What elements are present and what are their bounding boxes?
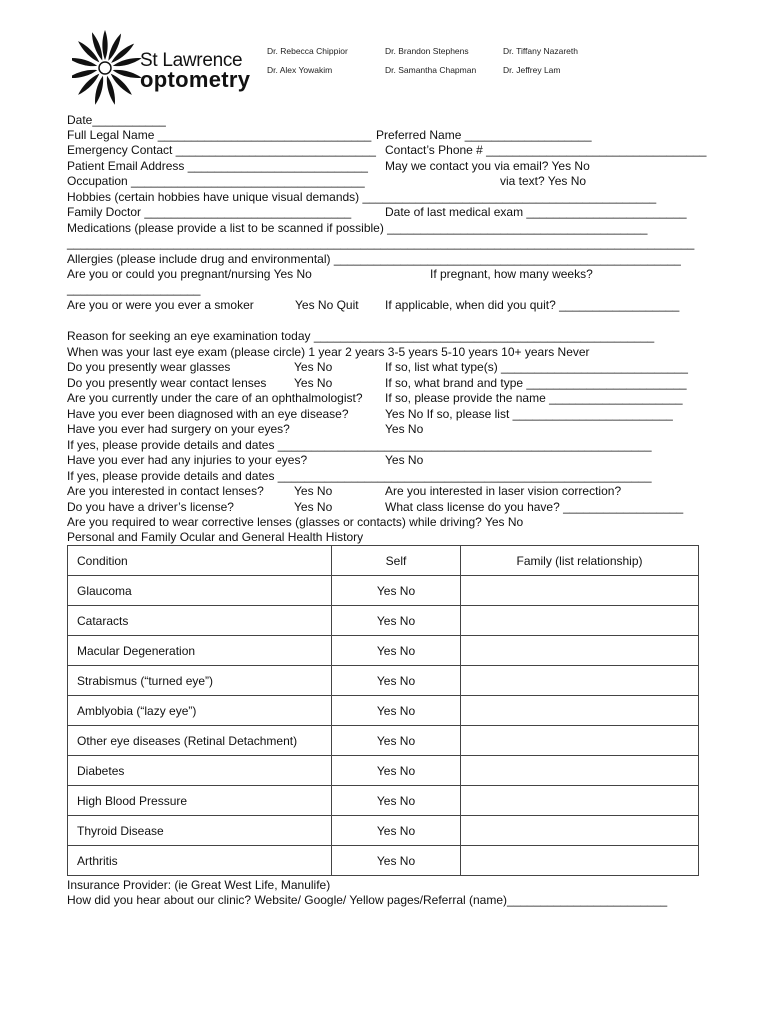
table-header-row	[68, 546, 699, 576]
surgery-details-field[interactable]: If yes, please provide details and dates ________________________________________________________	[67, 438, 652, 452]
glasses-yes-no[interactable]: Yes No	[294, 360, 333, 374]
interested-contacts-yes-no[interactable]: Yes No	[294, 484, 333, 498]
family-cell[interactable]	[461, 786, 699, 816]
family-cell[interactable]	[461, 846, 699, 876]
last-medical-exam-field[interactable]: Date of last medical exam ________________________	[385, 205, 687, 219]
corrective-driving-question[interactable]: Are you required to wear corrective lenses (glasses or contacts) while driving? Yes No	[67, 515, 524, 529]
family-cell[interactable]	[461, 606, 699, 636]
doctor-name: Dr. Alex Yowakim	[267, 65, 333, 75]
doctor-name: Dr. Rebecca Chippior	[267, 46, 348, 56]
self-yes-no[interactable]: Yes No	[332, 636, 461, 666]
self-yes-no[interactable]: Yes No	[332, 576, 461, 606]
last-exam-question[interactable]: When was your last eye exam (please circle) 1 year 2 years 3-5 years 5-10 years 10+ years Never	[67, 345, 590, 359]
license-class-field[interactable]: What class license do you have? __________________	[385, 500, 684, 514]
ophthalmologist-name-field[interactable]: If so, please provide the name ____________________	[385, 391, 683, 405]
medications-line-2[interactable]: ______________________________________________________________________________________________	[67, 236, 695, 250]
table-row	[68, 636, 699, 666]
injuries-details-field[interactable]: If yes, please provide details and dates ________________________________________________________	[67, 469, 652, 483]
glasses-question: Do you presently wear glasses	[67, 360, 231, 374]
contact-via-text-question[interactable]: via text? Yes No	[500, 174, 587, 188]
sunflower-logo-icon	[72, 26, 142, 106]
condition-cell: Diabetes	[68, 756, 332, 786]
table-row	[68, 606, 699, 636]
condition-cell: Arthritis	[68, 846, 332, 876]
drivers-license-question: Do you have a driver’s license?	[67, 500, 234, 514]
contacts-yes-no[interactable]: Yes No	[294, 376, 333, 390]
doctor-name: Dr. Tiffany Nazareth	[503, 46, 578, 56]
condition-cell: Strabismus (“turned eye”)	[68, 666, 332, 696]
table-row	[68, 696, 699, 726]
self-yes-no[interactable]: Yes No	[332, 786, 461, 816]
date-field[interactable]: Date___________	[67, 113, 166, 127]
quit-when-field[interactable]: If applicable, when did you quit? __________________	[385, 298, 680, 312]
clinic-name-line2: optometry	[140, 67, 251, 92]
glasses-type-field[interactable]: If so, list what type(s) ____________________________	[385, 360, 688, 374]
medications-field[interactable]: Medications (please provide a list to be scanned if possible) _______________________________________	[67, 221, 648, 235]
family-cell[interactable]	[461, 696, 699, 726]
table-row	[68, 576, 699, 606]
reason-field[interactable]: Reason for seeking an eye examination today ___________________________________________________	[67, 329, 655, 343]
drivers-license-yes-no[interactable]: Yes No	[294, 500, 333, 514]
doctor-name: Dr. Jeffrey Lam	[503, 65, 561, 75]
family-cell[interactable]	[461, 576, 699, 606]
health-history-table	[67, 545, 699, 876]
table-row	[68, 846, 699, 876]
condition-header: Condition	[68, 546, 332, 576]
doctor-name: Dr. Samantha Chapman	[385, 65, 477, 75]
pregnant-question[interactable]: Are you or could you pregnant/nursing Yes No	[67, 267, 312, 281]
smoker-question: Are you or were you ever a smoker	[67, 298, 254, 312]
condition-cell: Amblyobia (“lazy eye”)	[68, 696, 332, 726]
eye-disease-question: Have you ever been diagnosed with an eye disease?	[67, 407, 349, 421]
table-row	[68, 786, 699, 816]
table-row	[68, 756, 699, 786]
condition-cell: Thyroid Disease	[68, 816, 332, 846]
contact-via-email-question[interactable]: May we contact you via email? Yes No	[385, 159, 590, 173]
smoker-options[interactable]: Yes No Quit	[295, 298, 359, 312]
interested-contacts-question: Are you interested in contact lenses?	[67, 484, 264, 498]
occupation-field[interactable]: Occupation ___________________________________	[67, 174, 365, 188]
table-row	[68, 816, 699, 846]
insurance-field[interactable]: Insurance Provider: (ie Great West Life, Manulife)	[67, 878, 331, 892]
surgery-question: Have you ever had surgery on your eyes?	[67, 422, 290, 436]
family-header: Family (list relationship)	[461, 546, 699, 576]
preferred-name-field[interactable]: Preferred Name ___________________	[376, 128, 592, 142]
self-yes-no[interactable]: Yes No	[332, 726, 461, 756]
full-legal-name-field[interactable]: Full Legal Name ________________________________	[67, 128, 372, 142]
emergency-contact-field[interactable]: Emergency Contact ______________________________	[67, 143, 376, 157]
clinic-name-line1: St Lawrence	[140, 50, 243, 71]
contacts-brand-field[interactable]: If so, what brand and type ________________________	[385, 376, 687, 390]
condition-cell: Cataracts	[68, 606, 332, 636]
injuries-question: Have you ever had any injuries to your eyes?	[67, 453, 308, 467]
contacts-phone-field[interactable]: Contact’s Phone # _________________________________	[385, 143, 707, 157]
self-yes-no[interactable]: Yes No	[332, 606, 461, 636]
table-row	[68, 726, 699, 756]
self-yes-no[interactable]: Yes No	[332, 846, 461, 876]
condition-cell: Macular Degeneration	[68, 636, 332, 666]
referral-field[interactable]: How did you hear about our clinic? Website/ Google/ Yellow pages/Referral (name)________________________	[67, 893, 668, 907]
family-cell[interactable]	[461, 726, 699, 756]
family-cell[interactable]	[461, 756, 699, 786]
patient-email-field[interactable]: Patient Email Address ___________________________	[67, 159, 368, 173]
allergies-field[interactable]: Allergies (please include drug and environmental) ____________________________________________________	[67, 252, 681, 266]
hobbies-field[interactable]: Hobbies (certain hobbies have unique visual demands) ____________________________________________	[67, 190, 657, 204]
condition-cell: Other eye diseases (Retinal Detachment)	[68, 726, 332, 756]
pregnant-weeks-field[interactable]: If pregnant, how many weeks?	[430, 267, 593, 281]
eye-disease-list-field[interactable]: Yes No If so, please list ________________________	[385, 407, 673, 421]
self-yes-no[interactable]: Yes No	[332, 816, 461, 846]
self-header: Self	[332, 546, 461, 576]
history-title: Personal and Family Ocular and General Health History	[67, 530, 364, 544]
doctor-name: Dr. Brandon Stephens	[385, 46, 469, 56]
ophthalmologist-question: Are you currently under the care of an ophthalmologist?	[67, 391, 363, 405]
self-yes-no[interactable]: Yes No	[332, 696, 461, 726]
family-cell[interactable]	[461, 636, 699, 666]
contacts-question: Do you presently wear contact lenses	[67, 376, 267, 390]
condition-cell: High Blood Pressure	[68, 786, 332, 816]
injuries-yes-no[interactable]: Yes No	[385, 453, 424, 467]
family-doctor-field[interactable]: Family Doctor _______________________________	[67, 205, 352, 219]
laser-question[interactable]: Are you interested in laser vision correction?	[385, 484, 622, 498]
table-row	[68, 666, 699, 696]
self-yes-no[interactable]: Yes No	[332, 756, 461, 786]
surgery-yes-no[interactable]: Yes No	[385, 422, 424, 436]
condition-cell: Glaucoma	[68, 576, 332, 606]
family-cell[interactable]	[461, 666, 699, 696]
family-cell[interactable]	[461, 816, 699, 846]
pregnant-weeks-line[interactable]: ____________________	[67, 282, 201, 296]
self-yes-no[interactable]: Yes No	[332, 666, 461, 696]
